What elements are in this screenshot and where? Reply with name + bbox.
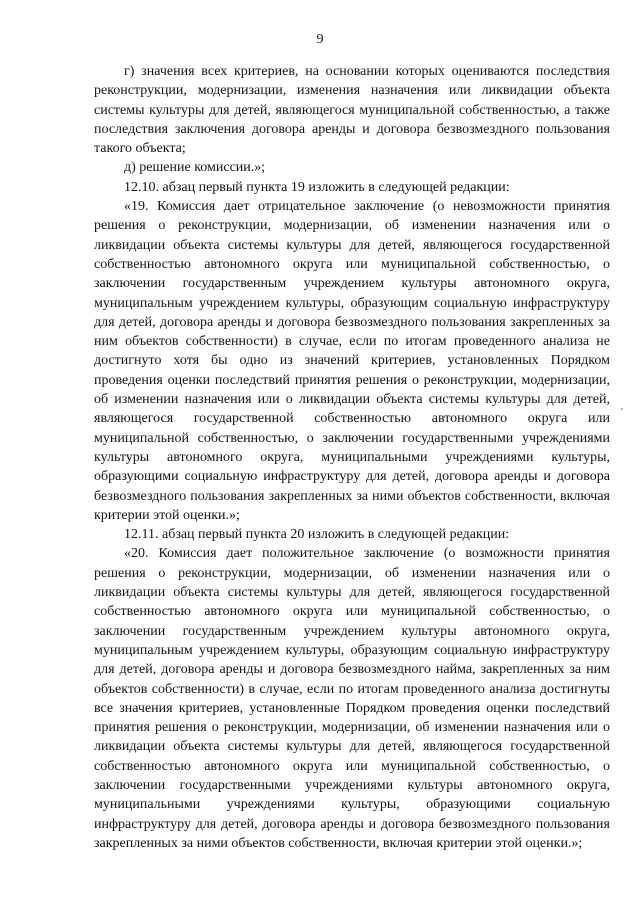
paragraph-12-10-heading: 12.10. абзац первый пункта 19 изложить в следующей редакции: [124,179,510,195]
paragraph-12-11-heading: 12.11. абзац первый пункта 20 изложить в следующей редакции: [124,527,510,543]
paragraph-clause-19: «19. Комиссия дает отрицательное заключение (о невозможности принятия решения о реконструкции, модернизации, об изменении назначения или о ликвидации объекта системы культуры для детей, являющегося государственной собственностью автономного округа или муниципальной собственностью, о заключении государственным учреждением культуры автономного округа, муниципальным учреждением культуры, образующим социальную инфраструктуру для детей, договора аренды и договора безвозмездного пользования закрепленных за ним объектов собственности) в случае, если по итогам проведенного анализа не достигнуто хотя бы одно из значений критериев, установленных Порядком проведения оценки последствий принятия решения о реконструкции, модернизации, об изменении назначения или о ликвидации объекта системы культуры для детей, являющегося государственной собственностью автономного округа или муниципальной собственностью, о заключении государственными учреждениями культуры автономного округа, муниципальными учреждениями культуры, образующими социальную инфраструктуру для детей, договора аренды и договора безвозмездного пользования закрепленных за ними объектов собственности, включая критерии этой оценки.»; [94,199,610,523]
document-body [94,62,610,853]
paragraph-item-g: г) значения всех критериев, на основании которых оцениваются последствия реконструкции, модернизации, изменения назначения или ликвидации объекта системы культуры для детей, являющегося муниципальной собственностью, а также последствия заключения договора аренды и договора безвозмездного пользования такого объекта; [94,64,610,157]
page-number: 9 [316,32,324,47]
scan-speck [621,408,623,410]
paragraph-item-d: д) решение комиссии.»; [124,160,266,176]
paragraph-clause-20: «20. Комиссия дает положительное заключение (о возможности принятия решения о реконструкции, модернизации, об изменении назначения или о ликвидации объекта системы культуры для детей, являющегося государственной собственностью автономного округа или муниципальной собственностью, о заключении государственным учреждением культуры автономного округа, муниципальным учреждением культуры, образующим социальную инфраструктуру для детей, договора аренды и договора безвозмездного найма, закрепленных за ним объектов собственности) в случае, если по итогам проведенного анализа достигнуты все значения критериев, установленные Порядком проведения оценки последствий принятия решения о реконструкции, модернизации, об изменении назначения или о ликвидации объекта системы культуры для детей, являющегося государственной собственностью автономного округа или муниципальной собственностью, о заключении государственными учреждениями культуры автономного округа, муниципальными учреждениями культуры, образующими социальную инфраструктуру для детей, договора аренды и договора безвозмездного пользования закрепленных за ними объектов собственности, включая критерии этой оценки.»; [94,546,610,851]
